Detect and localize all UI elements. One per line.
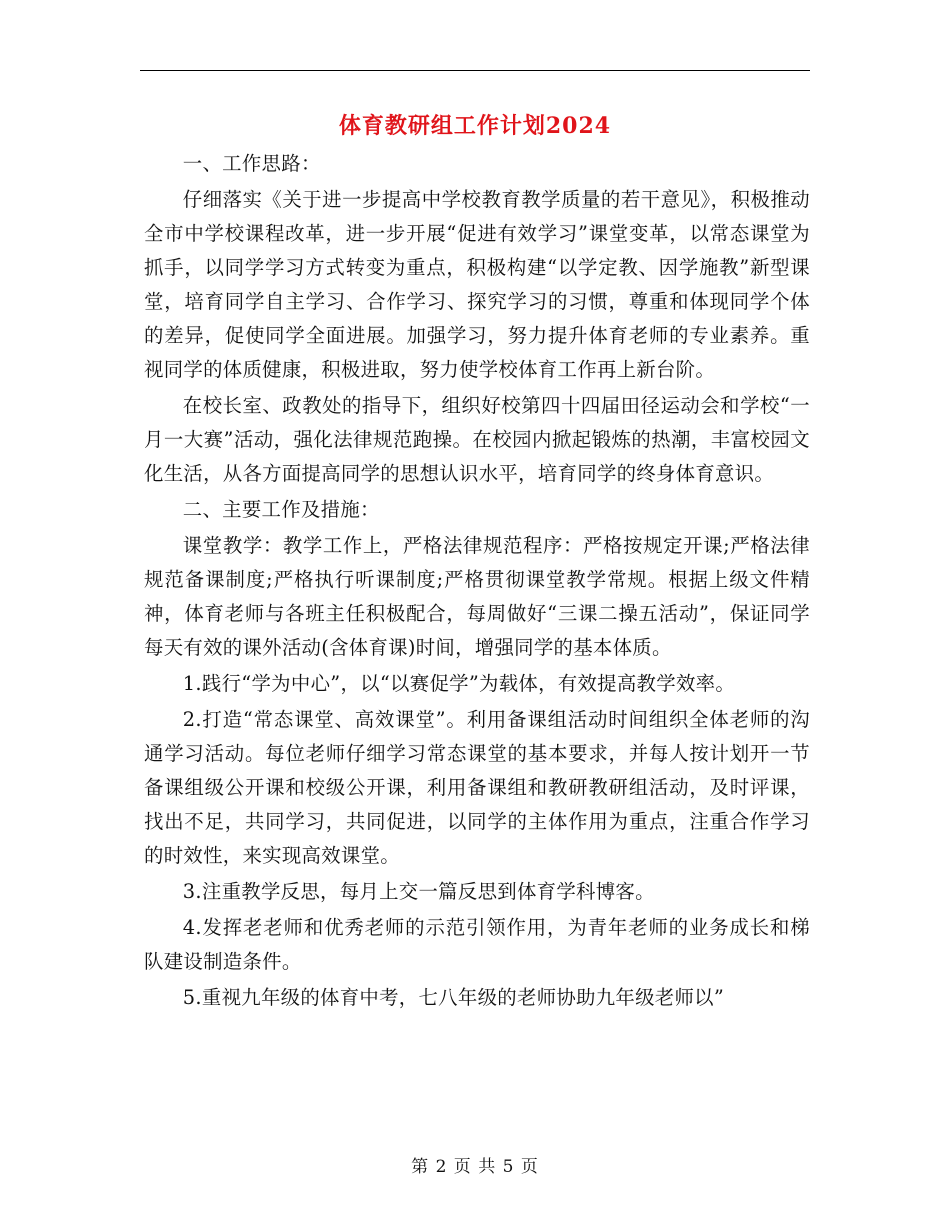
list-item: 4.发挥老老师和优秀老师的示范引领作用，为青年老师的业务成长和梯队建设制造条件。	[144, 916, 810, 973]
section-heading-work-ideas: 一、工作思路：	[182, 152, 321, 175]
paragraph: 仔细落实《关于进一步提高中学校教育教学质量的若干意见》，积极推动全市中学校课程改革，进一步开展“促进有效学习”课堂变革，以常态课堂为抓手，以同学学习方式转变为重点，积极构建“以学定教、因学施教”新型课堂，培育同学自主学习、合作学习、探究学习的习惯，尊重和体现同学个体的差异，促使同学全面进展。加强学习，努力提升体育老师的专业素养。重视同学的体质健康，积极进取，努力使学校体育工作再上新台阶。	[144, 188, 810, 381]
list-item: 5.重视九年级的体育中考，七八年级的老师协助九年级老师以”	[182, 986, 725, 1009]
header-rule	[140, 70, 810, 71]
document-body	[144, 147, 810, 1017]
section-heading-main-work: 二、主要工作及措施：	[182, 498, 380, 521]
document-title: 体育教研组工作计划2024	[338, 113, 612, 139]
list-item: 3.注重教学反思，每月上交一篇反思到体育学科博客。	[182, 880, 655, 903]
paragraph: 课堂教学：教学工作上，严格法律规范程序：严格按规定开课;严格法律规范备课制度;严格执行听课制度;严格贯彻课堂教学常规。根据上级文件精神，体育老师与各班主任积极配合，每周做好“三课二操五活动”，保证同学每天有效的课外活动(含体育课)时间，增强同学的基本体质。	[144, 534, 810, 659]
paragraph: 在校长室、政教处的指导下，组织好校第四十四届田径运动会和学校“一月一大赛”活动，强化法律规范跑操。在校园内掀起锻炼的热潮，丰富校园文化生活，从各方面提高同学的思想认识水平，培育同学的终身体育意识。	[144, 394, 810, 485]
list-item: 1.践行“学为中心”，以“以赛促学”为载体，有效提高教学效率。	[182, 672, 736, 695]
page-number: 第 2 页 共 5 页	[411, 1157, 539, 1177]
list-item: 2.打造“常态课堂、高效课堂”。利用备课组活动时间组织全体老师的沟通学习活动。每位老师仔细学习常态课堂的基本要求，并每人按计划开一节备课组级公开课和校级公开课，利用备课组和教研教研组活动，及时评课，找出不足，共同学习，共同促进，以同学的主体作用为重点，注重合作学习的时效性，来实现高效课堂。	[144, 708, 810, 867]
